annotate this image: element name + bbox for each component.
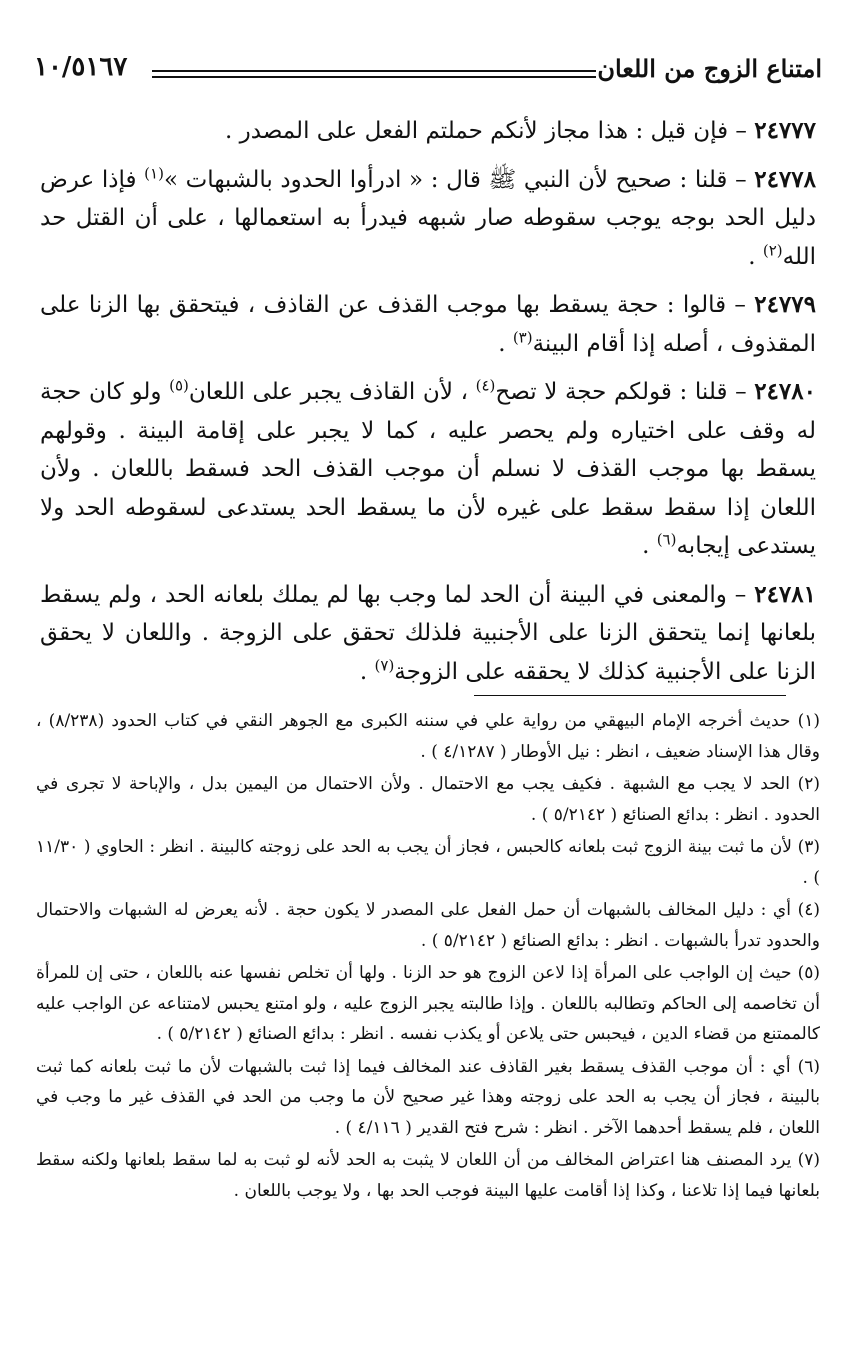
page-number: ١٠/٥١٦٧ [34,52,128,82]
main-text [40,112,816,701]
paragraph-number: ٢٤٧٨٠ [754,378,816,405]
paragraph-text: – قلنا : صحيح لأن النبي ﷺ قال : « ادرأوا الحدود بالشبهات » [163,166,755,193]
paragraph-text: ، لأن القاذف يجبر على اللعان [188,379,476,405]
footnote-ref: (١) [144,163,164,182]
footnote-5: (٥) حيث إن الواجب على المرأة إذا لاعن الزوج هو حد الزنا . ولها أن تخلص نفسها عنه باللعان ، حتى إن للمرأة أن تخاصمه إلى الحاكم وتطالبه باللعان . وإذا طالبته يجبر الزوج عليه ، ولو امتنع يحبس لامتناعه عن الواجب عليه كالممتنع من قضاء الدين ، فيحبس حتى يلاعن أو يكذب نفسه . انظر : بدائع الصنائع ( ٥/٢١٤٢ ) . [36,963,820,1044]
paragraph-24780 [40,373,816,566]
footnote-7: (٧) يرد المصنف هنا اعتراض المخالف من أن اللعان لا يثبت به الحد لأنه لو ثبت به لما سقط بلعانها ولكنه سقط بلعانها فيما إذا تلاعنا ، وكذا إذا أقامت عليها البينة فوجب الحد بها ، ولا يوجب باللعان . [36,1150,820,1201]
header-rule [152,70,596,72]
page-header [34,50,822,96]
footnote-divider [474,695,786,696]
paragraph-24779 [40,286,816,363]
footnote-ref: (٣) [512,327,533,346]
footnote-6: (٦) أي : أن موجب القذف يسقط بغير القاذف عند المخالف فيما إذا ثبت بالشبهات لأن ما ثبت بلعانه كما ثبت بالبينة ، فجاز أن يجب به الحد على زوجته وهذا غير صحيح لأن ما وجب من الحد في القذف غير ما وجب في اللعان ، فلم يسقط أحدهما الآخر . انظر : شرح فتح القدير ( ٤/١١٦ ) . [36,1056,820,1138]
paragraph-text: – قالوا : حجة يسقط بها موجب القذف عن القاذف ، فيتحقق بها الزنا على المقذوف ، أصله إذا أقام البينة [40,292,816,357]
footnote-4: (٤) أي : دليل المخالف بالشبهات أن حمل الفعل على المصدر لا يكون حجة . لأنه يعرض له الشبهات والاحتمال والحدود تدرأ بالشبهات . انظر : بدائع الصنائع ( ٥/٢١٤٢ ) . [36,900,820,951]
paragraph-text: – فإن قيل : هذا مجاز لأنكم حملتم الفعل على المصدر . [225,118,755,144]
footnote-ref: (٢) [762,240,783,259]
footnote-ref: (٧) [374,655,395,674]
paragraph-text: – قلنا : قولكم حجة لا تصح [495,379,755,405]
footnote-ref: (٤) [475,376,496,395]
paragraph-number: ٢٤٧٧٨ [754,165,816,193]
footnote-2: (٢) الحد لا يجب مع الشبهة . فكيف يجب مع الاحتمال . ولأن الاحتمال من اليمين بدل ، والإباحة لا تجرى في الحدود . انظر : بدائع الصنائع ( ٥/٢١٤٢ ) . [36,774,820,825]
footnote-ref: (٦) [656,530,677,549]
footnote-3: (٣) لأن ما ثبت بينة الزوج ثبت بلعانه كالحبس ، فجاز أن يجب به الحد على زوجته كالبينة . انظر : الحاوي ( ١١/٣٠ ) . [36,837,820,888]
header-rule [152,76,596,78]
paragraph-24781 [40,576,816,692]
running-title: امتناع الزوج من اللعان [597,54,822,83]
paragraph-text: – والمعنى في البينة أن الحد لما وجب بها لم يملك بلعانه الحد ، ولم يسقط بلعانها إنما يتحقق الزنا على الأجنبية فلذلك تحقق على الزوجة . واللعان لا يحقق الزنا على الأجنبية كذلك لا يحققه على الزوجة [40,581,816,685]
footnotes [36,706,820,1208]
paragraph-text: . [498,330,513,357]
paragraph-text: فإذا عرض دليل الحد بوجه يوجب سقوطه صار شبهه فيدرأ به استعمالها ، على أن القتل حد الله [40,166,816,270]
paragraph-text: . [748,243,763,270]
paragraph-number: ٢٤٧٨١ [754,580,816,608]
paragraph-text: . [642,533,657,559]
paragraph-text: ولو كان حجة له وقف على اختياره ولم يحصر عليه ، كما لا يجبر على إقامة البينة . وقولهم يسقط بها موجب القذف لا نسلم أن موجب القذف الحد فسقط باللعان . ولأن اللعان إذا سقط سقط على غيره لأن ما يسقط الحد يستدعى لسقوطه الحد ولا يستدعى إيجابه [40,379,816,559]
footnote-1: (١) حديث أخرجه الإمام البيهقي من رواية علي في سننه الكبرى مع الجوهر النقي في كتاب الحدود (٨/٢٣٨) ، وقال هذا الإسناد ضعيف ، انظر : نيل الأوطار ( ٤/١٢٨٧ ) . [36,711,820,762]
paragraph-text: . [359,658,375,685]
paragraph-24778 [40,161,816,277]
paragraph-number: ٢٤٧٧٩ [754,291,816,318]
footnote-ref: (٥) [169,376,189,395]
paragraph-24777 [40,112,816,151]
paragraph-number: ٢٤٧٧٧ [754,117,816,144]
